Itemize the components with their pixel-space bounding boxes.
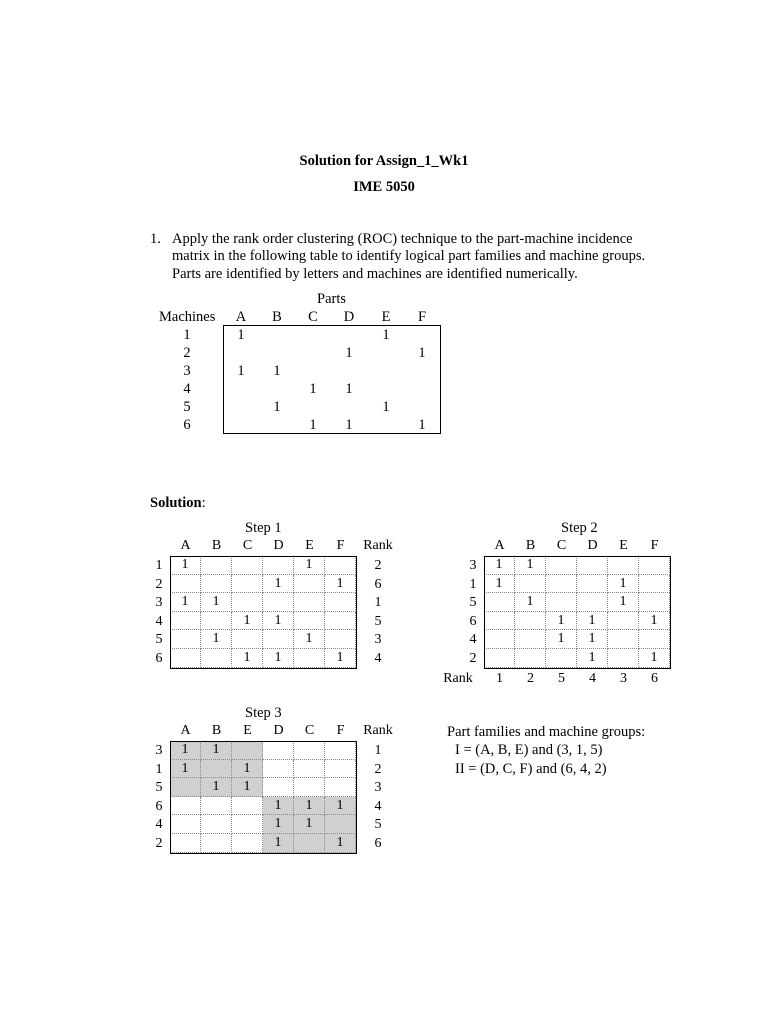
course-code: IME 5050: [353, 179, 415, 195]
step2-row-label: 3: [469, 558, 477, 573]
step3-col-header: A: [180, 723, 191, 738]
step3-cell: 1: [294, 815, 325, 834]
step2-col-rank: 4: [589, 670, 596, 686]
matrix-row-label: 5: [183, 399, 191, 415]
matrix-cell: 1: [382, 327, 390, 343]
step3-cell: 1: [170, 741, 201, 760]
step2-rank-row-label: Rank: [443, 670, 473, 686]
step3-row-label: 5: [155, 780, 163, 796]
step2-col-header: A: [494, 538, 505, 553]
step3-cell: 1: [263, 797, 294, 816]
problem-line-1: Apply the rank order clustering (ROC) technique to the part-machine incidence: [172, 231, 633, 247]
step3-cell: 1: [201, 741, 232, 760]
step1-col-header: D: [273, 538, 284, 553]
matrix-cell: 1: [345, 381, 353, 397]
problem-number: 1.: [150, 231, 161, 247]
step3-row-rank: 1: [374, 743, 382, 758]
step2-cell: 1: [639, 612, 670, 631]
matrix-border: [223, 325, 441, 434]
step1-cell: 1: [232, 612, 263, 631]
step2-cell: 1: [484, 556, 515, 575]
step2-cell: 1: [546, 630, 577, 649]
matrix-row-label: 3: [183, 363, 191, 379]
step3-row-rank: 2: [374, 761, 382, 777]
step2-col-rank: 1: [496, 670, 503, 686]
step3-row-rank: 6: [374, 836, 382, 851]
step3-border: [170, 741, 357, 854]
step1-cell: 1: [325, 649, 356, 668]
step1-row-label: 4: [155, 613, 163, 629]
step1-col-header: E: [305, 538, 314, 553]
step2-col-rank: 6: [651, 670, 658, 686]
matrix-cell: 1: [309, 417, 317, 433]
step2-border: [484, 556, 671, 669]
matrix-cell: 1: [345, 345, 353, 361]
step1-cell: 1: [263, 649, 294, 668]
step1-col-header: F: [336, 538, 345, 553]
step3-title: Step 3: [245, 705, 282, 721]
step1-border: [170, 556, 357, 669]
step1-cell: 1: [232, 649, 263, 668]
matrix-row-label: 1: [183, 327, 191, 343]
step2-row-label: 2: [469, 651, 477, 666]
step2-col-header: E: [619, 538, 628, 553]
matrix-cell: 1: [418, 345, 426, 361]
machines-label: Machines: [159, 309, 216, 325]
family-1: I = (A, B, E) and (3, 1, 5): [455, 742, 603, 758]
step3-row-rank: 3: [374, 780, 382, 796]
step1-cell: 1: [201, 593, 232, 612]
step2-cell: 1: [546, 612, 577, 631]
step1-row-rank: 4: [374, 651, 382, 666]
step2-col-header: B: [525, 538, 536, 553]
step1-row-rank: 6: [374, 576, 382, 592]
step2-row-label: 5: [469, 595, 477, 611]
step3-cell: 1: [263, 834, 294, 853]
matrix-cell: 1: [237, 363, 245, 379]
matrix-cell: 1: [309, 381, 317, 397]
step3-row-label: 2: [155, 836, 163, 851]
solution-label: [150, 496, 206, 511]
step2-cell: 1: [608, 593, 639, 612]
step1-row-label: 3: [155, 595, 163, 611]
matrix-row-label: 4: [183, 381, 191, 397]
step1-cell: 1: [294, 630, 325, 649]
step3-cell: 1: [201, 778, 232, 797]
step3-row-label: 6: [155, 798, 163, 814]
matrix-cell: 1: [273, 363, 281, 379]
matrix-col-header: F: [417, 309, 427, 325]
step3-col-header: C: [304, 723, 315, 738]
step3-cell: 1: [325, 834, 356, 853]
matrix-cell: 1: [345, 417, 353, 433]
step3-rank-header: Rank: [363, 723, 393, 738]
family-2: II = (D, C, F) and (6, 4, 2): [455, 761, 607, 777]
step3-cell: 1: [325, 797, 356, 816]
step1-col-header: B: [211, 538, 222, 553]
step1-row-rank: 2: [374, 558, 382, 573]
solution-word: Solution: [150, 495, 202, 511]
step3-cell: 1: [232, 760, 263, 779]
step2-cell: 1: [639, 649, 670, 668]
matrix-cell: 1: [382, 399, 390, 415]
step3-col-header: F: [336, 723, 345, 738]
step3-row-label: 3: [155, 743, 163, 758]
step2-cell: 1: [515, 593, 546, 612]
step2-row-label: 4: [469, 632, 477, 648]
step2-row-label: 1: [469, 576, 477, 592]
matrix-col-header: A: [235, 309, 247, 325]
step2-title: Step 2: [561, 520, 598, 536]
problem-line-2: matrix in the following table to identify logical part families and machine groups.: [172, 248, 646, 264]
step1-row-rank: 3: [374, 632, 382, 648]
families-heading: Part families and machine groups:: [447, 724, 646, 740]
problem-line-3: Parts are identified by letters and machines are identified numerically.: [172, 266, 578, 282]
step3-row-label: 1: [155, 761, 163, 777]
step2-cell: 1: [608, 575, 639, 594]
step3-cell: 1: [170, 760, 201, 779]
step3-col-header: D: [273, 723, 284, 738]
matrix-col-header: D: [343, 309, 355, 325]
step3-row-rank: 5: [374, 817, 382, 833]
matrix-col-header: E: [381, 309, 391, 325]
step2-row-label: 6: [469, 613, 477, 629]
step3-cell: 1: [263, 815, 294, 834]
matrix-cell: 1: [237, 327, 245, 343]
step3-cell: 1: [232, 778, 263, 797]
step1-cell: 1: [170, 556, 201, 575]
step2-col-header: C: [556, 538, 567, 553]
step2-cell: 1: [577, 612, 608, 631]
step1-row-label: 5: [155, 632, 163, 648]
matrix-row-label: 2: [183, 345, 191, 361]
step1-row-label: 2: [155, 576, 163, 592]
step2-cell: 1: [577, 649, 608, 668]
step3-row-label: 4: [155, 817, 163, 833]
step1-col-header: C: [242, 538, 253, 553]
step1-cell: 1: [170, 593, 201, 612]
step1-rank-header: Rank: [363, 538, 393, 553]
matrix-col-header: B: [272, 309, 282, 325]
step3-col-header: B: [211, 723, 222, 738]
step1-cell: 1: [201, 630, 232, 649]
parts-label: Parts: [317, 291, 346, 307]
step2-cell: 1: [484, 575, 515, 594]
matrix-cell: 1: [273, 399, 281, 415]
matrix-row-label: 6: [183, 417, 191, 433]
step2-col-rank: 2: [527, 670, 534, 686]
document-title: Solution for Assign_1_Wk1: [299, 153, 469, 169]
step1-row-rank: 5: [374, 613, 382, 629]
step2-col-header: D: [587, 538, 598, 553]
step2-cell: 1: [577, 630, 608, 649]
step1-cell: 1: [263, 612, 294, 631]
step2-cell: 1: [515, 556, 546, 575]
step3-col-header: E: [243, 723, 252, 738]
solution-colon: :: [201, 495, 206, 511]
step1-row-label: 6: [155, 651, 163, 666]
step3-row-rank: 4: [374, 798, 382, 814]
step1-title: Step 1: [245, 520, 282, 536]
step3-cell: 1: [294, 797, 325, 816]
step1-row-rank: 1: [374, 595, 382, 611]
step1-cell: 1: [294, 556, 325, 575]
step1-cell: 1: [263, 575, 294, 594]
matrix-col-header: C: [308, 309, 318, 325]
step2-col-header: F: [650, 538, 659, 553]
step1-row-label: 1: [155, 558, 163, 573]
step2-col-rank: 5: [558, 670, 565, 686]
step2-col-rank: 3: [620, 670, 627, 686]
step1-cell: 1: [325, 575, 356, 594]
matrix-cell: 1: [418, 417, 426, 433]
step1-col-header: A: [180, 538, 191, 553]
